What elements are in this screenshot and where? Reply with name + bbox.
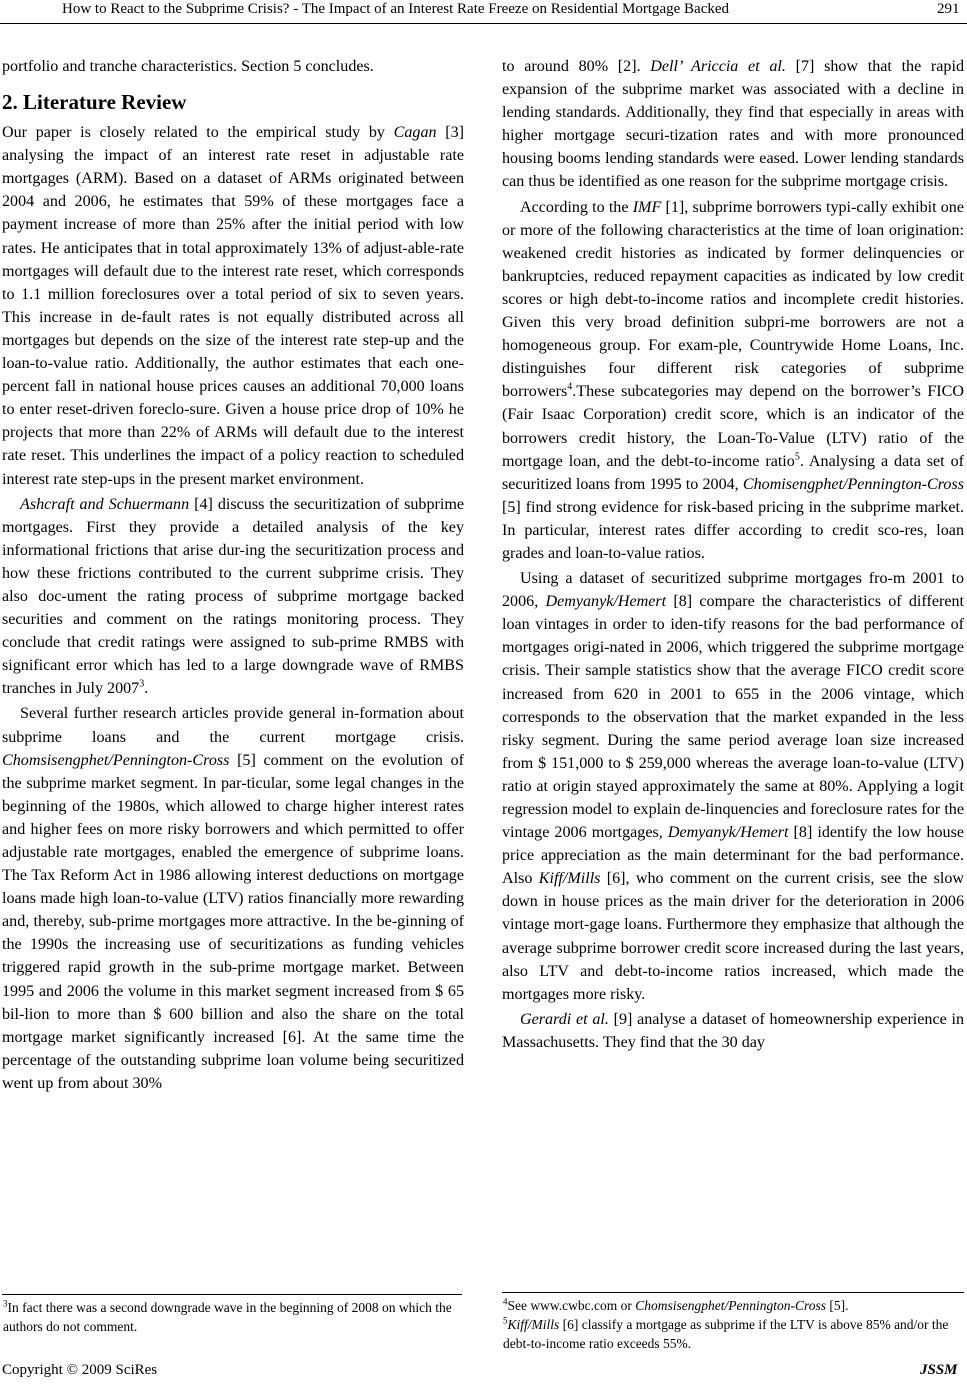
left-column: [2, 55, 464, 1095]
running-title: How to React to the Subprime Crisis? - The Impact of an Interest Rate Freeze on Residential Mortgage Backed: [62, 1, 730, 17]
page-header: [0, 0, 967, 24]
paragraph-intro-end: portfolio and tranche characteristics. Section 5 concludes.: [2, 58, 374, 75]
paragraph-gerardi: Gerardi et al. [9] analyse a dataset of homeownership experience in Massachusetts. They find that the 30 day: [502, 1010, 965, 1051]
section-title: 2. Literature Review: [2, 90, 187, 115]
footnote-ref-3: 3: [139, 678, 145, 690]
paragraph-cagan: Our paper is closely related to the empirical study by Cagan [3] analysing the impact of an interest rate reset in adjustable rate mortgages (ARM). Based on a dataset of ARMs originated between 2004 and 2006, he estimates that 59% of these mortgages face a payment increase of more than 25% after the initial period with low rates. He anticipates that in total approximately 13% of adjust-able-rate mortgages will default due to the interest rate reset, which corresponds to 1.1 million foreclosures over a total period of six to seven years. This increase in de-fault rates is not equally distributed across all mortgages but depends on the size of the interest rate step-up and the loan-to-value ratio. Additionally, the author estimates that each one-percent fall in national house prices causes an additional 70,000 loans to enter reset-driven foreclo-sure. Given a house price drop of 10% he projects that more than 22% of ARMs will default due to the interest rate reset. This underlines the impact of a policy reaction to scheduled interest rate step-ups in the present market environment.: [2, 124, 464, 488]
page-number: 291: [937, 1, 960, 17]
paragraph-imf: According to the IMF [1], subprime borrowers typi-cally exhibit one or more of the following characteristics at the time of loan origination: weakened credit histories as indicated by former delinquencies or bankruptcies, reduced repayment capacities as indicated by low credit scores or high debt-to-income ratios and incomplete credit histories. Given this very broad definition subpri-me borrowers are not a homogeneous group. For exam-ple, Countrywide Home Loans, Inc. distinguishes four different risk categories of subprime borrowers$^4$.These subcategories may depend on the borrower’s FICO (Fair Isaac Corporation) credit score, which is an indicator of the borrowers credit history, the Loan-To-Value (LTV) ratio of the mortgage loan, and the debt-to-income ratio$^5$. Analysing a data set of securitized loans from 1995 to 2004, Chomisengphet/Pennington-Cross [5] find strong evidence for risk-based pricing in the subprime market. In particular, interest rates differ according to credit sco-res, loan grades and loan-to-value ratios.: [502, 198, 964, 562]
citation-chomsisengphet: Chomsisengphet/Pennington-Cross: [2, 751, 230, 769]
footnote-ref-4: 4: [567, 381, 573, 393]
paragraph-further-research: Several further research articles provide general in-formation about subprime loans and the current mortgage crisis. Chomsisengphet/Pennington-Cross [5] comment on the evolution of the subprime market segment. In par-ticular, some legal changes in the beginning of the 1980s, which allowed to charge higher interest rates and higher fees on more risky borrowers and which permitted to offer adjustable rate mortgages, enabled the emergence of subprime loans. The Tax Reform Act in 1986 allowing interest deductions on mortgage loans made high loan-to-value (LTV) ratios financially more rewarding and, thereby, sub-prime mortgages more attractive. In the be-ginning of the 1990s the increasing use of securitizations as funding vehicles triggered rapid growth in the sub-prime mortgage market. Between 1995 and 2006 the volume in this market segment increased from $ 65 bil-lion to more than $ 600 billion and also the share on the total mortgage market significantly increased [6]. At the same time the percentage of the outstanding subprime loan volume being securitized went up from about 30%: [2, 705, 464, 1092]
citation-imf: IMF: [632, 198, 662, 216]
citation-demyanyk-2: Demyanyk/Hemert: [667, 824, 789, 842]
header-rule: [0, 23, 967, 24]
footnote-4: $^4$See www.cwbc.com or Chomsisengphet/Pennington-Cross [5].: [503, 1296, 849, 1313]
paragraph-ashcraft: Ashcraft and Schuermann [4] discuss the securitization of subprime mortgages. First they provide a detailed analysis of the key informational frictions that arise dur-ing the securitization process and how these frictions contributed to the current subprime crisis. They also doc-ument the rating process of subprime mortgage backed securities and comment on the ratings monitoring process. They conclude that credit ratings were assigned to sub-prime RMBS with significant error which has led to a large downgrade wave of RMBS tranches in July 2007$^3$.: [2, 495, 464, 698]
citation-demyanyk: Demyanyk/Hemert: [545, 593, 667, 611]
footnote-rule-right: [502, 1292, 964, 1293]
journal-abbreviation: JSSM: [920, 1362, 958, 1378]
citation-ashcraft: Ashcraft and Schuermann: [20, 495, 190, 513]
citation-chomisengphet: Chomisengphet/Pennington-Cross: [742, 475, 964, 493]
paragraph-demyanyk: Using a dataset of securitized subprime mortgages fro-m 2001 to 2006, Demyanyk/Hemert [8] compare the characteristics of different loan vintages in order to iden-tify reasons for the bad performance of mortgages origi-nated in 2006, which triggered the subprime mortgage crisis. Their sample statistics show that the average FICO credit score increased from 620 in 2001 to 655 in the 2006 vintage, which corresponds to the observation that the market expanded in the less risky segment. During the same period average loan size increased from $ 151,000 to $ 259,000 whereas the average loan-to-value (LTV) ratio at origin stayed approximately the same at 80%. Applying a logit regression model to explain de-linquencies and foreclosure rates for the vintage 2006 mortgages, Demyanyk/Hemert [8] identify the low house price appreciation as the main determinant for the bad performance. Also Kiff/Mills [6], who comment on the current crisis, see the slow down in house prices as the main driver for the deterioration in 2006 vintage mort-gage loans. Furthermore they emphasize that although the average subprime borrower credit score increased during the last years, also LTV and debt-to-income ratios increased, which made the mortgages more risky.: [502, 570, 964, 1003]
right-column: [502, 55, 964, 1054]
footnote-rule-left: [2, 1294, 462, 1295]
copyright-notice: Copyright © 2009 SciRes: [2, 1362, 158, 1378]
citation-gerardi: Gerardi et al.: [520, 1010, 609, 1028]
footnote-3: $^3$In fact there was a second downgrade wave in the beginning of 2008 on which the authors do not comment.: [3, 1298, 452, 1334]
footnotes-right: [503, 1296, 965, 1353]
footnote-ref-5: 5: [794, 451, 800, 463]
paragraph-dell-ariccia: to around 80% [2]. Dell’ Ariccia et al. [7] show that the rapid expansion of the subprime market was associated with a decline in lending standards. Additionally, they find that especially in areas with higher mortgage securi-tization rates and with more pronounced housing booms lending standards were eased. Lower lending standards can thus be identified as one reason for the subprime mortgage crisis.: [502, 58, 964, 191]
citation-cagan: Cagan: [393, 124, 437, 142]
citation-kiff-mills: Kiff/Mills: [538, 870, 601, 888]
citation-dell-ariccia: Dell’ Ariccia et al.: [650, 58, 786, 75]
footnote-5: $^5$Kiff/Mills [6] classify a mortgage as subprime if the LTV is above 85% and/or the debt-to-income ratio exceeds 55%.: [503, 1315, 949, 1351]
